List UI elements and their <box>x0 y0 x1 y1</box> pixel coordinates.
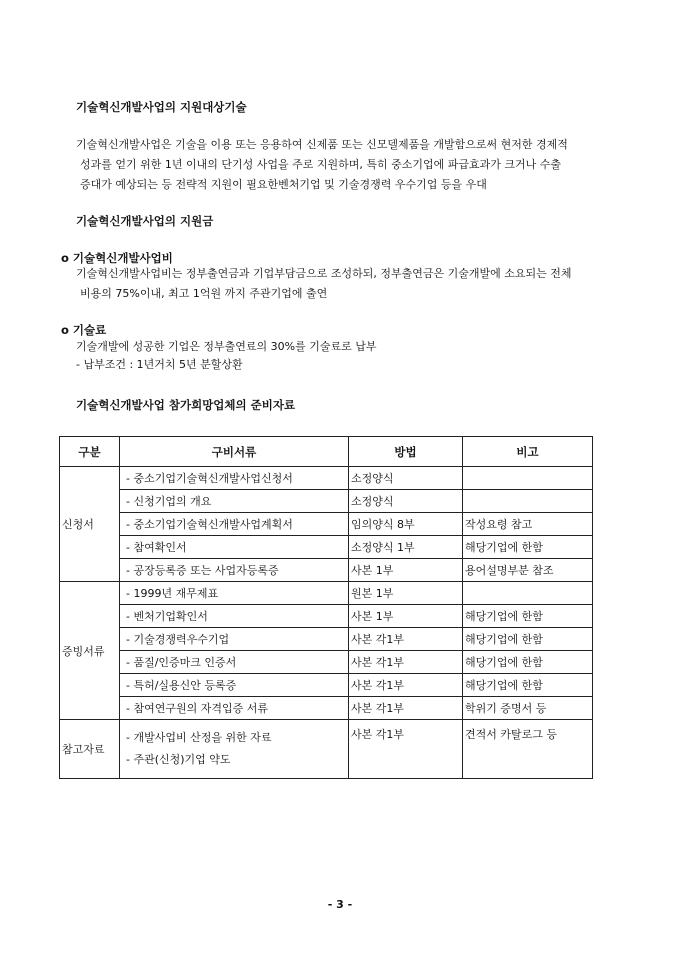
table-row <box>60 536 593 559</box>
method-cell: 소정양식 1부 <box>349 536 463 559</box>
item-cell: - 참여연구원의 자격입증 서류 <box>120 697 349 720</box>
header-note: 비고 <box>463 437 593 467</box>
item-cell: - 중소기업기술혁신개발사업계획서 <box>120 513 349 536</box>
royalty-text: 기술개발에 성공한 기업은 정부출연료의 30%를 기술료로 납부 <box>76 340 377 353</box>
bullet-title-dev-cost: o 기술혁신개발사업비 <box>61 251 173 265</box>
section-heading-funding: 기술혁신개발사업의 지원금 <box>76 214 214 228</box>
category-cell: 증빙서류 <box>60 582 120 720</box>
item-cell: - 품질/인증마크 인증서 <box>120 651 349 674</box>
target-paragraph <box>76 135 628 195</box>
note-cell: 학위기 증명서 등 <box>463 697 593 720</box>
section-heading-prep: 기술혁신개발사업 참가희망업체의 준비자료 <box>76 398 296 412</box>
item-line: - 주관(신청)기업 약도 <box>126 753 231 766</box>
method-cell: 사본 각1부 <box>349 674 463 697</box>
header-documents: 구비서류 <box>120 437 349 467</box>
item-cell: - 1999년 재무제표 <box>120 582 349 605</box>
section-heading-target: 기술혁신개발사업의 지원대상기술 <box>76 100 247 114</box>
table-row <box>60 697 593 720</box>
method-cell: 소정양식 <box>349 490 463 513</box>
table-row <box>60 490 593 513</box>
note-cell: 해당기업에 한함 <box>463 628 593 651</box>
item-cell <box>120 720 349 779</box>
paragraph-line: 기술혁신개발사업비는 정부출연금과 기업부담금으로 조성하되, 정부출연금은 기술개발에 소요되는 전체 <box>76 267 572 280</box>
table-row <box>60 651 593 674</box>
note-cell: 해당기업에 한함 <box>463 651 593 674</box>
royalty-terms: - 납부조건 : 1년거치 5년 분할상환 <box>76 358 243 371</box>
table-row <box>60 467 593 490</box>
item-cell: - 중소기업기술혁신개발사업신청서 <box>120 467 349 490</box>
table-row <box>60 720 593 779</box>
note-cell: 해당기업에 한함 <box>463 605 593 628</box>
note-cell <box>463 467 593 490</box>
item-cell: - 신청기업의 개요 <box>120 490 349 513</box>
note-cell: 해당기업에 한함 <box>463 674 593 697</box>
table-header-row <box>60 437 593 467</box>
item-cell: - 참여확인서 <box>120 536 349 559</box>
method-cell: 사본 1부 <box>349 559 463 582</box>
table-row <box>60 674 593 697</box>
page-number: - 3 - <box>327 898 353 911</box>
method-cell: 사본 각1부 <box>349 720 463 779</box>
header-category: 구분 <box>60 437 120 467</box>
method-cell: 사본 1부 <box>349 605 463 628</box>
item-cell: - 기술경쟁력우수기업 <box>120 628 349 651</box>
bullet-title-royalty: o 기술료 <box>61 323 107 337</box>
method-cell: 사본 각1부 <box>349 697 463 720</box>
item-cell: - 특허/실용신안 등록증 <box>120 674 349 697</box>
note-cell: 견적서 카탈로그 등 <box>463 720 593 779</box>
documents-table <box>59 436 593 779</box>
category-cell: 신청서 <box>60 467 120 582</box>
table-row <box>60 513 593 536</box>
table-row <box>60 582 593 605</box>
paragraph-line: 증대가 예상되는 등 전략적 지원이 필요한벤처기업 및 기술경쟁력 우수기업 등을 우대 <box>80 178 487 191</box>
method-cell: 사본 각1부 <box>349 628 463 651</box>
note-cell <box>463 490 593 513</box>
method-cell: 임의양식 8부 <box>349 513 463 536</box>
note-cell: 해당기업에 한함 <box>463 536 593 559</box>
method-cell: 사본 각1부 <box>349 651 463 674</box>
dev-cost-paragraph <box>76 264 628 304</box>
item-line: - 개발사업비 산정을 위한 자료 <box>126 731 272 744</box>
method-cell: 소정양식 <box>349 467 463 490</box>
table-row <box>60 559 593 582</box>
method-cell: 원본 1부 <box>349 582 463 605</box>
paragraph-line: 비용의 75%이내, 최고 1억원 까지 주관기업에 출연 <box>80 287 328 300</box>
table-row <box>60 605 593 628</box>
item-cell: - 공장등록증 또는 사업자등록증 <box>120 559 349 582</box>
header-method: 방법 <box>349 437 463 467</box>
category-cell: 참고자료 <box>60 720 120 779</box>
paragraph-line: 성과를 얻기 위한 1년 이내의 단기성 사업을 주로 지원하며, 특히 중소기업에 파급효과가 크거나 수출 <box>80 158 561 171</box>
note-cell: 작성요령 참고 <box>463 513 593 536</box>
item-cell: - 벤처기업확인서 <box>120 605 349 628</box>
table-row <box>60 628 593 651</box>
note-cell: 용어설명부분 참조 <box>463 559 593 582</box>
note-cell <box>463 582 593 605</box>
paragraph-line: 기술혁신개발사업은 기술을 이용 또는 응용하여 신제품 또는 신모델제품을 개발함으로써 현저한 경제적 <box>76 138 568 151</box>
